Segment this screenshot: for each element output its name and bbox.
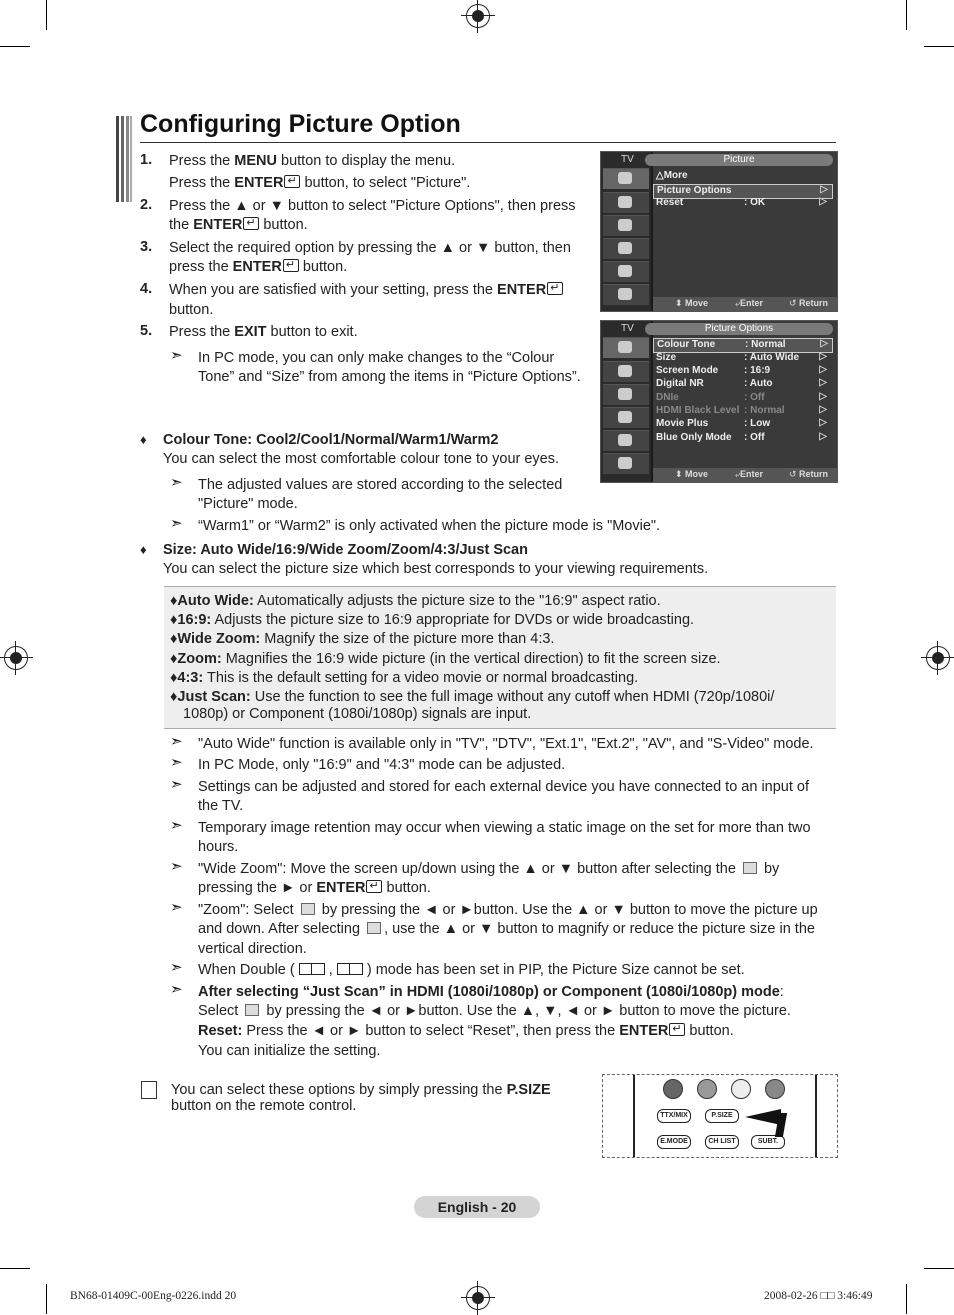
step-number: 3. [140,239,153,255]
pointer-arrow-icon [745,1109,781,1125]
enter-icon [366,880,382,893]
step-number: 2. [140,197,153,213]
enter-icon [243,217,259,230]
bullet-diamond-icon: ♦ [140,542,147,557]
memo-icon [141,1081,157,1099]
enter-icon [547,282,563,295]
step-number: 1. [140,152,153,168]
note-arrow-icon: ➣ [170,981,183,998]
step-3-line-1: Select the required option by pressing the ▲ or ▼ button, then [169,240,571,256]
file-name: BN68-01409C-00Eng-0226.indd 20 [70,1290,237,1302]
screen-position-icon [245,1004,259,1016]
note-settings-b: the TV. [198,798,244,814]
step-5-line: Press the EXIT button to exit. [169,324,358,340]
osd-footer: ⬍ Move ⤶Enter ↺ Return [653,468,837,482]
page-title: Configuring Picture Option [140,110,461,138]
note-just-scan-d: You can initialize the setting. [198,1043,381,1059]
note-zoom-c: vertical direction. [198,941,307,957]
picture-icon [603,168,649,189]
colour-tone-note-1b: "Picture" mode. [198,496,298,512]
note-wide-zoom-a: "Wide Zoom": Move the screen up/down using the ▲ or ▼ button after selecting the by [198,861,780,877]
input-icon [603,261,649,282]
note-arrow-icon: ➣ [170,754,183,771]
osd-header: Picture [645,154,833,166]
note-wide-zoom-b: pressing the ► or ENTER↵ button. [198,879,431,898]
crop-mark [924,1268,954,1269]
note-arrow-icon: ➣ [170,959,183,976]
input-icon [603,430,649,451]
yellow-button [731,1079,751,1099]
crop-mark [46,0,47,30]
title-rule [140,142,836,143]
p-size-button: P.SIZE [705,1109,739,1123]
section-bar [116,116,132,202]
osd-row-reset[interactable]: Reset : OK ▷ [656,196,827,208]
pc-note-line-1: In PC mode, you can only make changes to the “Colour [198,350,555,366]
step-2-line-2: the ENTER↵ button. [169,216,308,235]
size-item: ♦Zoom: Magnifies the 16:9 wide picture (in the vertical direction) to fit the screen size. [170,651,721,667]
note-arrow-icon: ➣ [170,899,183,916]
note-retention-b: hours. [198,839,239,855]
note-settings-a: Settings can be adjusted and stored for each external device you have connected to an input of [198,779,810,795]
osd-row-colour-tone[interactable]: Colour Tone : Normal ▷ [653,338,833,353]
remote-body [633,1075,817,1157]
size-item: ♦4:3: This is the default setting for a video movie or normal broadcasting. [170,670,639,686]
crop-mark [0,46,30,47]
enter-icon [283,259,299,272]
osd-row-movie-plus[interactable]: Movie Plus : Low ▷ [656,417,827,429]
ch-list-button: CH LIST [705,1135,739,1149]
green-button [697,1079,717,1099]
size-item: ♦Wide Zoom: Magnify the size of the picture more than 4:3. [170,631,555,647]
note-arrow-icon: ➣ [170,776,183,793]
colour-tone-desc: You can select the most comfortable colour tone to your eyes. [163,451,560,467]
osd-row-more[interactable]: △More [656,170,688,181]
note-just-scan-a: After selecting “Just Scan” in HDMI (1080i/1080p) or Component (1080i/1080p) mode: [198,984,784,1000]
setup-icon [603,238,649,259]
osd-sidebar [601,321,651,482]
application-icon [603,453,649,474]
size-heading: Size: Auto Wide/16:9/Wide Zoom/Zoom/4:3/Just Scan [163,542,528,558]
colour-tone-note-2: “Warm1” or “Warm2” is only activated when the picture mode is "Movie". [198,518,661,534]
note-just-scan-b: Select by pressing the ◄ or ►button. Use the ▲, ▼, ◄ or ► button to move the picture. [198,1003,791,1019]
osd-picture-options-menu [600,320,838,483]
note-pip: When Double ( , ) mode has been set in PIP, the Picture Size cannot be set. [198,962,745,978]
screen-size-icon [367,922,381,934]
pc-note-line-2: Tone” and “Size” from among the items in “Picture Options”. [198,369,581,385]
size-desc: You can select the picture size which best corresponds to your viewing requirements. [163,561,709,577]
osd-tv-label: TV [621,154,634,165]
psize-note-line-1: You can select these options by simply pressing the P.SIZE [171,1082,551,1098]
crop-mark [0,1268,30,1269]
osd-header: Picture Options [645,323,833,335]
step-3-line-2: press the ENTER↵ button. [169,258,347,277]
red-button [663,1079,683,1099]
note-arrow-icon: ➣ [170,515,183,532]
psize-note-line-2: button on the remote control. [171,1098,357,1114]
note-arrow-icon: ➣ [170,733,183,750]
e-mode-button: E.MODE [657,1135,691,1149]
size-item: ♦Auto Wide: Automatically adjusts the picture size to the "16:9" aspect ratio. [170,593,661,609]
size-item-continued: 1080p) or Component (1080i/1080p) signals are input. [183,706,532,722]
colour-tone-heading: Colour Tone: Cool2/Cool1/Normal/Warm1/Warm2 [163,432,499,448]
enter-icon [284,175,300,188]
osd-row-digital-nr[interactable]: Digital NR : Auto ▷ [656,377,827,389]
step-1-line-1: Press the MENU button to display the menu. [169,153,456,169]
note-retention-a: Temporary image retention may occur when viewing a static image on the set for more than two [198,820,811,836]
step-number: 4. [140,281,153,297]
registration-mark-icon [4,646,28,670]
osd-sidebar [601,152,651,311]
osd-tv-label: TV [621,323,634,334]
setup-icon [603,407,649,428]
ttx-mix-button: TTX/MIX [657,1109,691,1123]
crop-mark [924,46,954,47]
note-arrow-icon: ➣ [170,817,183,834]
print-date: 2008-02-26 □□ 3:46:49 [764,1290,873,1302]
subt-button: SUBT. [751,1135,785,1149]
note-just-scan-c: Reset: Press the ◄ or ► button to select “Reset”, then press the ENTER↵ button. [198,1022,734,1041]
size-item: ♦Just Scan: Use the function to see the full image without any cutoff when HDMI (720p/1080i/ [170,689,775,705]
note-auto-wide: "Auto Wide" function is available only in "TV", "DTV", "Ext.1", "Ext.2", "AV", and "S-Video" mode. [198,736,814,752]
osd-row-hdmi-black-level[interactable]: HDMI Black Level : Normal ▷ [656,404,827,416]
pip-double-icon [299,963,325,975]
note-arrow-icon: ➣ [170,347,183,364]
remote-control-illustration [602,1074,838,1158]
osd-row-screen-mode[interactable]: Screen Mode : 16:9 ▷ [656,364,827,376]
registration-mark-icon [466,1286,490,1310]
pip-double-icon [337,963,363,975]
blue-button [765,1079,785,1099]
osd-footer: ⬍ Move ⤶Enter ↺ Return [653,297,837,311]
channel-icon [603,384,649,405]
osd-row-blue-only-mode[interactable]: Blue Only Mode : Off ▷ [656,431,827,443]
size-item: ♦16:9: Adjusts the picture size to 16:9 appropriate for DVDs or wide broadcasting. [170,612,695,628]
step-4-line-1: When you are satisfied with your setting, press the ENTER↵ [169,281,563,300]
bullet-diamond-icon: ♦ [140,432,147,447]
registration-mark-icon [466,4,490,28]
picture-icon [603,337,649,358]
step-4-line-2: button. [169,302,214,318]
sound-icon [603,361,649,382]
crop-mark [906,1284,907,1314]
sound-icon [603,192,649,213]
enter-icon [669,1023,685,1036]
note-zoom-a: "Zoom": Select by pressing the ◄ or ►button. Use the ▲ or ▼ button to move the picture up [198,902,818,918]
page-number: English - 20 [414,1196,540,1218]
step-number: 5. [140,323,153,339]
note-pc-mode: In PC Mode, only "16:9" and "4:3" mode can be adjusted. [198,757,566,773]
note-arrow-icon: ➣ [170,474,183,491]
colour-tone-note-1a: The adjusted values are stored according to the selected [198,477,563,493]
crop-mark [46,1284,47,1314]
step-2-line-1: Press the ▲ or ▼ button to select "Picture Options", then press [169,198,576,214]
osd-picture-menu [600,151,838,312]
note-arrow-icon: ➣ [170,858,183,875]
application-icon [603,284,649,305]
channel-icon [603,215,649,236]
registration-mark-icon [926,646,950,670]
osd-row-dnie[interactable]: DNIe : Off ▷ [656,391,827,403]
osd-row-picture-options[interactable]: Picture Options ▷ [653,184,833,199]
screen-position-icon [743,862,757,874]
osd-row-size[interactable]: Size : Auto Wide ▷ [656,351,827,363]
crop-mark [906,0,907,30]
screen-position-icon [301,903,315,915]
note-zoom-b: and down. After selecting , use the ▲ or ▼ button to magnify or reduce the picture size in the [198,921,815,937]
step-1-line-2: Press the ENTER↵ button, to select "Picture". [169,174,470,193]
